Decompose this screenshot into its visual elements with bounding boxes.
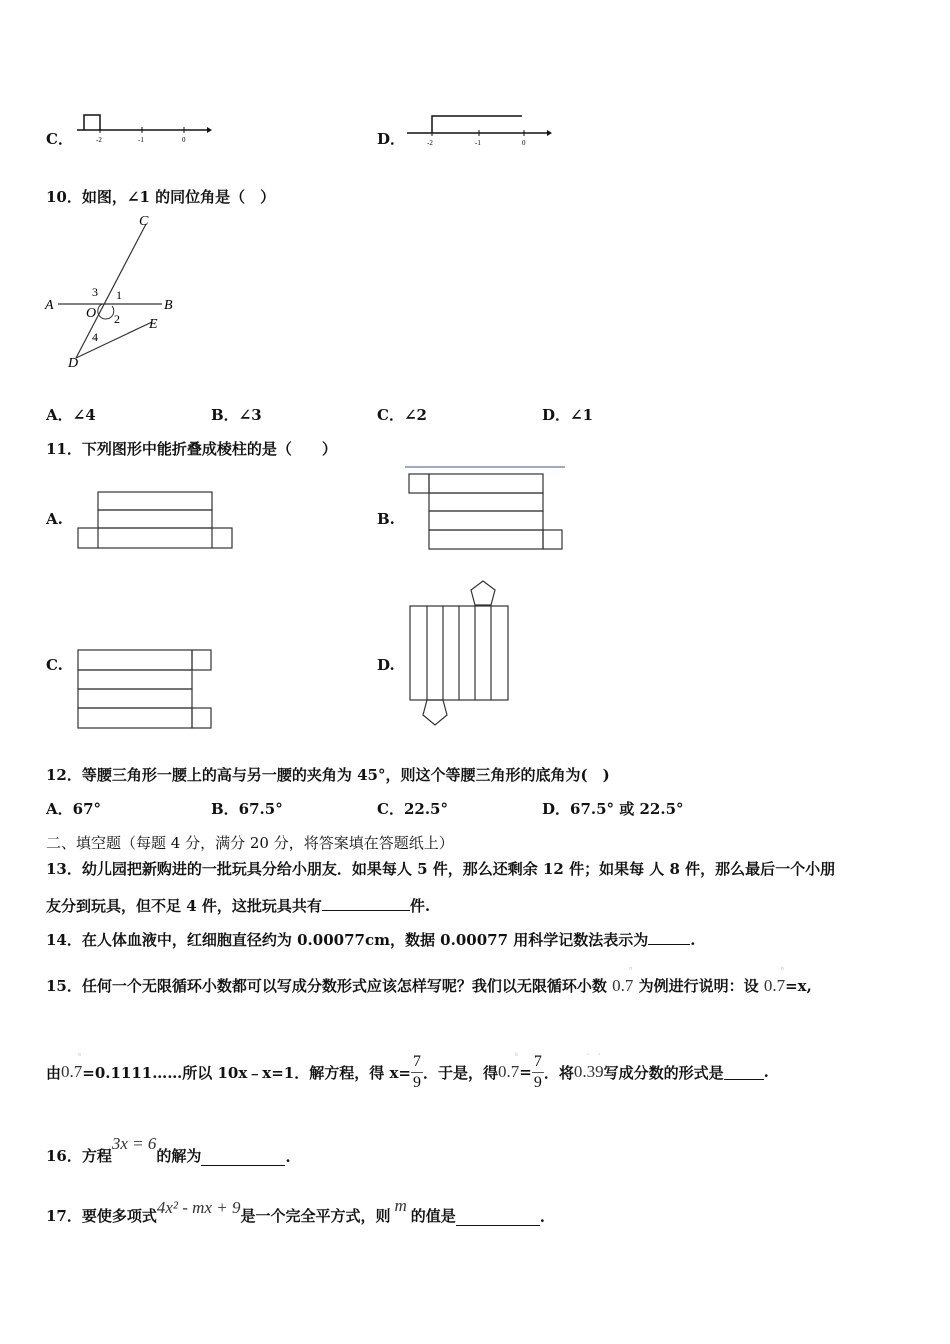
q16-text: 的解为: [156, 1147, 202, 1165]
q14-end: .: [690, 931, 696, 949]
answer-blank: [322, 896, 410, 911]
point-label-o: O: [86, 306, 97, 321]
q11-option-c-net: [76, 648, 216, 732]
q12-option-b: B．67.5°: [211, 800, 283, 818]
q17-end: .: [539, 1208, 546, 1226]
q16-end: .: [285, 1148, 291, 1166]
q15-text: 为例进行说明：设: [638, 977, 759, 995]
q17-variable: m: [394, 1196, 407, 1215]
q10-option-a: A．∠4: [46, 406, 96, 424]
angle-label-1: 1: [116, 288, 122, 302]
tick-label: 0: [522, 139, 526, 147]
q17-text: 的值是: [410, 1207, 456, 1225]
q9-option-c-numberline: [72, 108, 212, 148]
fraction-seven-ninths: $\frac{7}{9}$: [533, 1052, 542, 1091]
q11-option-d-net: [405, 578, 515, 730]
q11-option-b-label: B.: [377, 510, 395, 528]
tick-label: -1: [475, 139, 481, 147]
answer-blank: [456, 1211, 540, 1226]
answer-blank: [648, 930, 690, 945]
q15-line2: [46, 1050, 769, 1094]
q10-angle-figure: [40, 210, 190, 375]
q15-end: .: [763, 1063, 769, 1081]
q12-option-a: A．67°: [46, 800, 102, 818]
section-heading: 二、填空题（每题 4 分，满分 20 分，将答案填在答题纸上）: [46, 834, 454, 852]
q10-option-b: B．∠3: [211, 406, 262, 424]
point-label-c: C: [139, 214, 149, 229]
tick-label: 0: [182, 136, 186, 144]
q9-option-d-numberline: [402, 108, 557, 148]
q12-stem: 12．等腰三角形一腰上的高与另一腰的夹角为 45°，则这个等腰三角形的底角为( ): [46, 766, 610, 784]
q15-text: ．于是，得: [422, 1063, 498, 1082]
q17-line: [46, 1194, 545, 1226]
answer-blank: [201, 1151, 285, 1166]
q14-text: 14．在人体血液中，红细胞直径约为 0.00077cm，数据 0.00077 用科学记数法表示为: [46, 931, 649, 949]
q13-line1: 13．幼儿园把新购进的一批玩具分给小朋友．如果每人 5 件，那么还剩余 12 件；如果每 人 8 件，那么最后一个小朋: [46, 860, 836, 878]
q16-equation: 3x = 6: [111, 1134, 157, 1153]
q10-stem: 10．如图，∠1 的同位角是（ ）: [46, 188, 276, 206]
tick-label: -2: [427, 139, 433, 147]
q15-text: 15．任何一个无限循环小数都可以写成分数形式应该怎样写呢？我们以无限循环小数: [46, 977, 607, 995]
q17-polynomial: 4x² - mx + 9: [156, 1198, 241, 1217]
repeating-decimal: 0.7 ▫: [612, 964, 634, 995]
q16-text: 16．方程: [46, 1147, 112, 1165]
q15-text: 写成分数的形式是: [603, 1063, 724, 1082]
q10-option-d: D．∠1: [542, 406, 594, 424]
q15-line1: [46, 964, 812, 996]
angle-label-2: 2: [114, 312, 120, 326]
q14-line: [46, 929, 695, 950]
q17-text: 是一个完全平方式，则: [240, 1207, 391, 1225]
q10-option-c: C．∠2: [377, 406, 427, 424]
answer-blank: [724, 1065, 764, 1080]
q11-option-a-label: A.: [46, 510, 63, 528]
q15-text: 由: [46, 1063, 62, 1082]
q17-text: 17．要使多项式: [46, 1207, 157, 1225]
q9-option-d-label: D．: [377, 130, 406, 148]
q11-option-d-label: D.: [377, 656, 395, 674]
q12-option-c: C．22.5°: [377, 800, 448, 818]
q13-end: 件.: [409, 897, 431, 915]
q16-line: [46, 1134, 291, 1166]
point-label-e: E: [149, 317, 158, 332]
repeating-decimal: 0.7 ▫: [763, 964, 786, 995]
q15-text: =0.1111……所以 10x﹣x=1．解方程，得 x=: [82, 1063, 411, 1082]
repeating-decimal: 0.7 ▫: [497, 1050, 520, 1081]
angle-label-4: 4: [92, 330, 98, 344]
tick-label: -2: [96, 136, 102, 144]
q13-text: 友分到玩具，但不足 4 件，这批玩具共有: [46, 897, 322, 915]
point-label-a: A: [45, 298, 54, 313]
q9-option-c-label: C．: [46, 130, 73, 148]
q15-eq: =: [519, 1063, 532, 1081]
q11-stem: 11．下列图形中能折叠成棱柱的是（ ）: [46, 440, 337, 458]
q12-option-d: D．67.5° 或 22.5°: [542, 800, 684, 818]
fraction-seven-ninths: $\frac{7}{9}$: [412, 1052, 421, 1091]
point-label-d: D: [68, 356, 79, 371]
q15-text: ．将: [543, 1063, 574, 1082]
q11-option-c-label: C.: [46, 656, 63, 674]
angle-label-3: 3: [92, 285, 98, 299]
point-label-b: B: [164, 298, 173, 313]
q13-line2: [46, 895, 430, 916]
repeating-decimal: 0.39 · ·: [573, 1050, 604, 1081]
tick-label: -1: [138, 136, 144, 144]
q11-option-b-net: [403, 464, 568, 554]
q11-option-a-net: [76, 490, 236, 552]
repeating-decimal: 0.7 ▫: [61, 1050, 83, 1081]
q15-text: =x,: [785, 977, 812, 995]
